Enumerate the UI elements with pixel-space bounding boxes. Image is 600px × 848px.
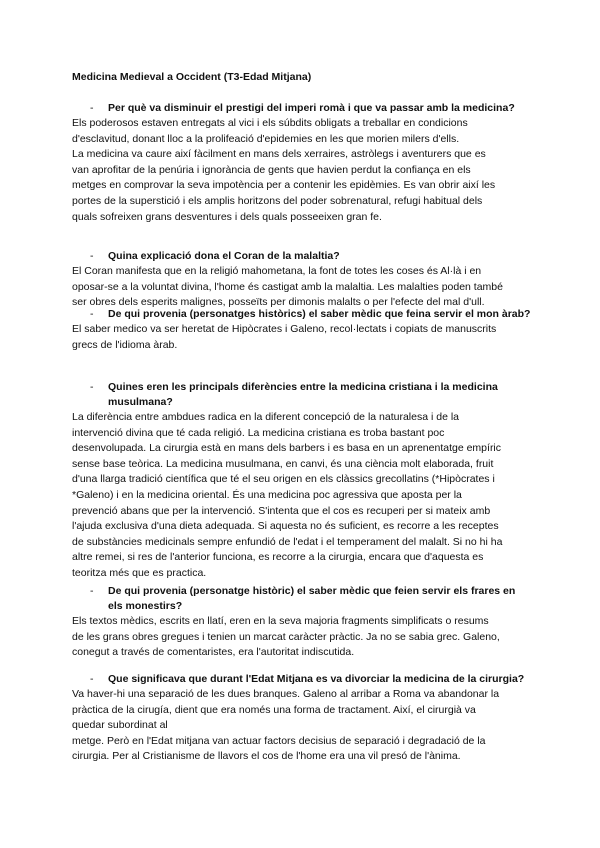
question-heading bbox=[72, 307, 532, 322]
text-line: altre remei, si res de l'anterior funciona, es recorre a la cirurgia, encara que d'aquesta es bbox=[72, 551, 484, 564]
answer-paragraph bbox=[72, 264, 532, 311]
answer-paragraph bbox=[72, 116, 532, 225]
text-line: ser obres dels esperits malignes, posseïts per dimonis malalts o per l'efecte del mal d'ull. bbox=[72, 296, 485, 309]
text-line: pràctica de la cirugía, dient que era només una forma de tractament. Així, el cirurgià va bbox=[72, 703, 476, 716]
bullet-dash: - bbox=[90, 585, 94, 597]
text-line: van aprofitar de la penúria i ignorància de gents que havien perdut la confiança en els bbox=[72, 163, 471, 176]
text-line: El Coran manifesta que en la religió mahometana, la font de totes les coses és Al·là i en bbox=[72, 265, 482, 277]
bullet-dash: - bbox=[90, 673, 94, 685]
text-line: teoritza més que es practica. bbox=[72, 566, 207, 579]
question-text: Que significava que durant l'Edat Mitjana es va divorciar la medicina de la cirurgia? bbox=[108, 673, 525, 685]
text-line: quals sofreixen grans desventures i dels quals posseeixen gran fe. bbox=[72, 210, 382, 223]
text-line: intervenció divina que té cada religió. La medicina cristiana es troba bastant poc bbox=[72, 426, 445, 439]
question-heading bbox=[72, 584, 532, 614]
section-prestige bbox=[72, 101, 532, 225]
section-surgery-divorce bbox=[72, 672, 532, 765]
question-text: Per què va disminuir el prestigi del imperi romà i que va passar amb la medicina? bbox=[108, 102, 515, 114]
bullet-dash: - bbox=[90, 381, 94, 393]
text-line: de les grans obres gregues i tenien un marcat caràcter pràctic. Ja no se sabia grec. Galeno, bbox=[72, 630, 500, 643]
text-line: prevenció abans que per la intervenció. S'intenta que el cos es recuperi per si mateix amb bbox=[72, 504, 491, 517]
section-differences bbox=[72, 380, 532, 582]
text-line: metges en comprovar la seva impotència per a contenir les epidèmies. Es van obrir així les bbox=[72, 179, 496, 192]
text-line: *Galeno) i en la medicina oriental. És una medicina poc agressiva que aposta per la bbox=[72, 488, 462, 501]
text-line: de substàncies medicinals sempre enfundió de l'edat i el temperament del malalt. Si no hi ha bbox=[72, 535, 503, 548]
text-line: desenvolupada. La cirurgia està en mans dels barbers i es basa en un aprenentatge empíric bbox=[72, 442, 502, 455]
section-monasteries bbox=[72, 584, 532, 661]
text-line: l'ajuda exclusiva d'una dieta adequada. Si aquesta no és suficient, es recorre a les receptes bbox=[72, 520, 499, 533]
question-heading bbox=[72, 101, 532, 116]
section-arab-knowledge bbox=[72, 307, 532, 353]
bullet-dash: - bbox=[90, 102, 94, 114]
text-line: cirurgia. Per al Cristianisme de llavors el cos de l'home era una vil presó de l'ànima. bbox=[72, 750, 461, 763]
question-heading bbox=[72, 380, 532, 410]
bullet-dash: - bbox=[90, 308, 94, 320]
text-line: Va haver-hi una separació de les dues branques. Galeno al arribar a Roma va abandonar la bbox=[72, 688, 500, 700]
answer-paragraph bbox=[72, 614, 532, 661]
text-line: El saber medico va ser heretat de Hipòcrates i Galeno, recol·lectats i copiats de manuscrits bbox=[72, 323, 497, 335]
text-line: conegut a través de comentaristes, era l'autoritat indiscutida. bbox=[72, 646, 355, 659]
text-line: Els poderosos estaven entregats al vici i els súbdits obligats a treballar en condicions bbox=[72, 117, 468, 129]
text-line: d'una llarga tradició científica que té el seu origen en els clàssics grecollatins (*Hipòcrates i bbox=[72, 473, 495, 486]
answer-paragraph bbox=[72, 410, 532, 582]
text-line: La medicina va caure així fàcilment en mans dels xerraires, astròlegs i aventurers que es bbox=[72, 148, 486, 161]
answer-paragraph bbox=[72, 687, 532, 765]
text-line: portes de la superstició i els amplis horitzons del poder sobrenatural, refugi habitual dels bbox=[72, 194, 483, 207]
text-line: d'esclavitud, donant lloc a la prolifeació d'epidemies en les que morien milers d'ells. bbox=[72, 132, 460, 145]
text-line: metge. Però en l'Edat mitjana van actuar factors decisius de separació i degradació de la bbox=[72, 734, 486, 747]
text-line: grecs de l'idioma àrab. bbox=[72, 338, 178, 351]
text-line: sense base teòrica. La medicina musulmana, en canvi, és una ciència molt elaborada, fruit bbox=[72, 457, 494, 470]
answer-paragraph bbox=[72, 322, 532, 353]
question-text: De qui provenia (personatges històrics) el saber mèdic que feina servir el mon àrab? bbox=[108, 308, 531, 320]
document-title: Medicina Medieval a Occident (T3-Edad Mitjana) bbox=[72, 71, 312, 83]
question-text: De qui provenia (personatge històric) el saber mèdic que feien servir els frares en els monestirs? bbox=[108, 585, 516, 612]
question-text: Quina explicació dona el Coran de la malaltia? bbox=[108, 250, 340, 262]
text-line: quedar subordinat al bbox=[72, 719, 168, 732]
section-coran bbox=[72, 249, 532, 311]
text-line: Els textos mèdics, escrits en llatí, eren en la seva majoria fragments simplificats o resums bbox=[72, 615, 489, 627]
question-text: Quines eren les principals diferències entre la medicina cristiana i la medicina musulmana? bbox=[108, 381, 498, 408]
question-heading bbox=[72, 249, 532, 264]
question-heading bbox=[72, 672, 532, 687]
text-line: La diferència entre ambdues radica en la diferent concepció de la naturalesa i de la bbox=[72, 411, 459, 423]
text-line: oposar-se a la voluntat divina, l'home és castigat amb la malaltia. Les malalties poden també bbox=[72, 280, 503, 293]
bullet-dash: - bbox=[90, 250, 94, 262]
